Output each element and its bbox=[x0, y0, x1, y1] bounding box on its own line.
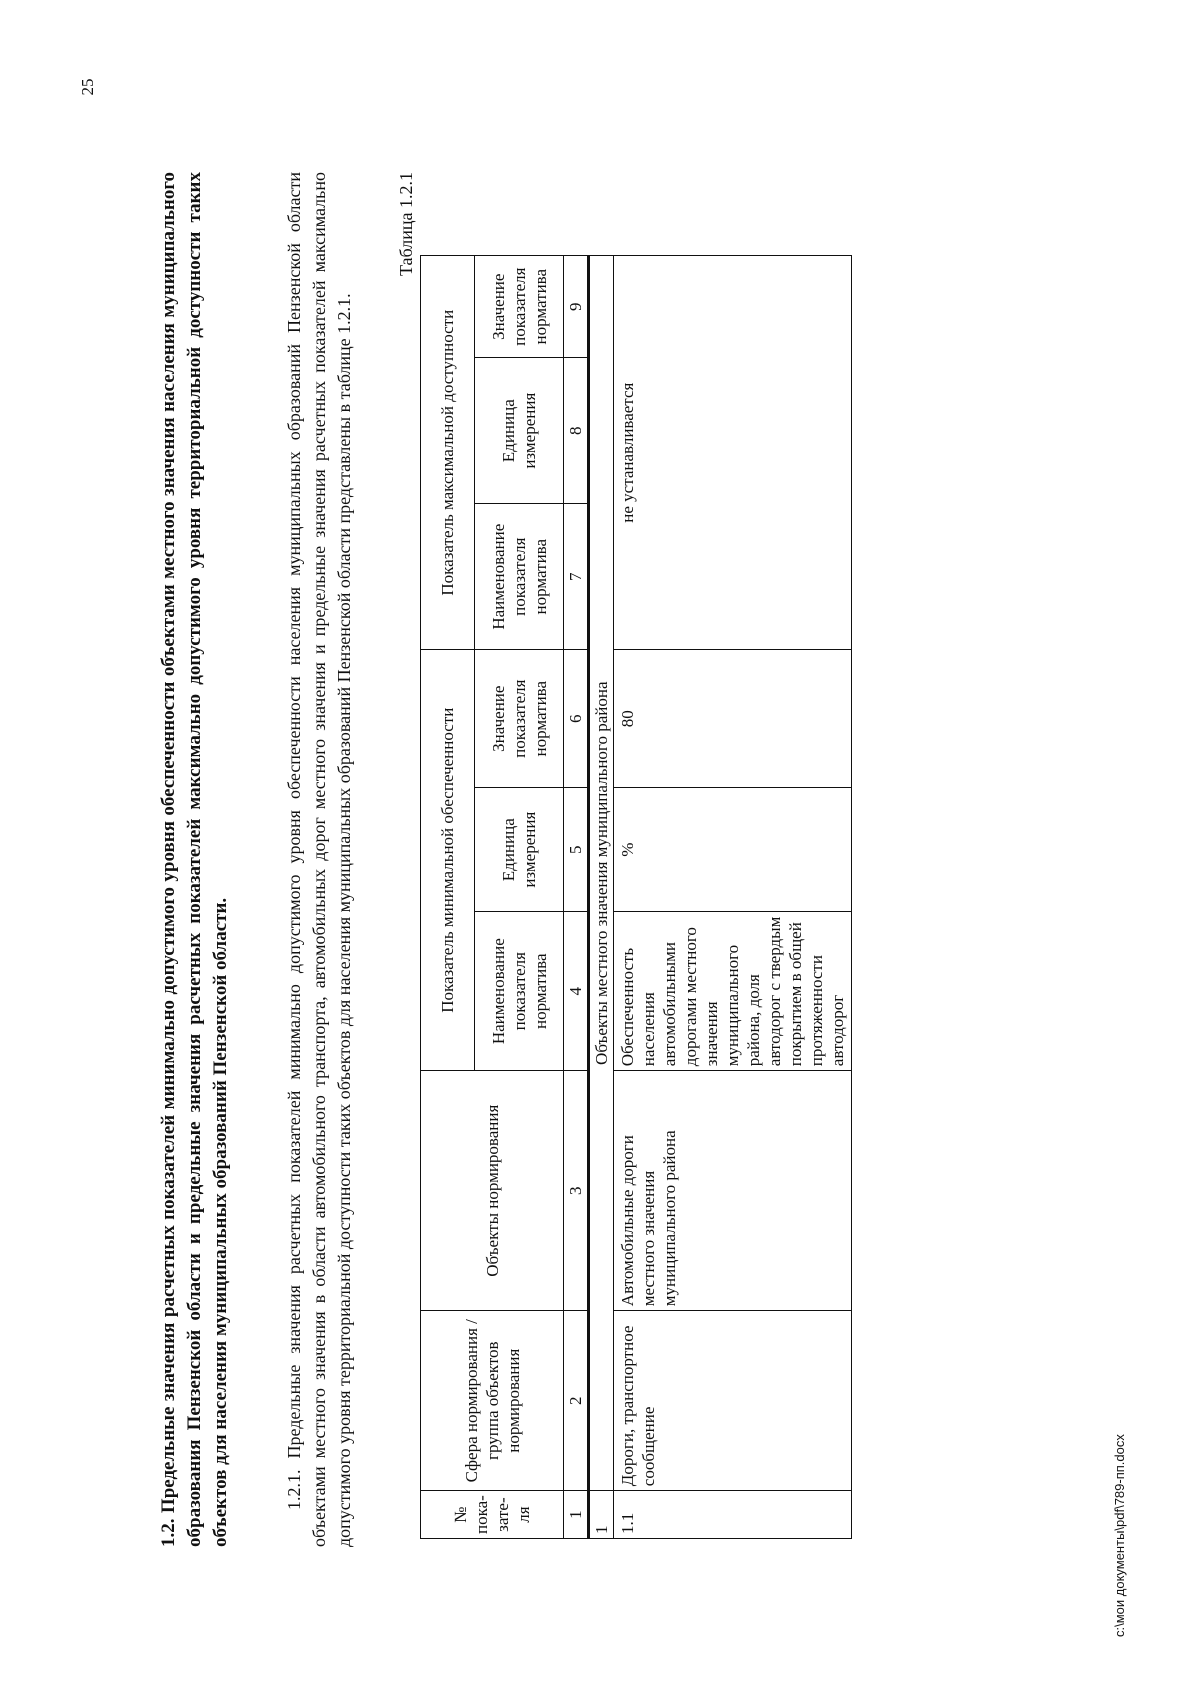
page-number: 25 bbox=[78, 78, 97, 96]
row-min-name: Обеспеченность населения автомобильными дорогами местного значения муниципального района, доля автодорог с твердым покрытием в общей протяженности автодорог bbox=[614, 912, 852, 1071]
column-number: 5 bbox=[564, 788, 589, 912]
column-number: 8 bbox=[564, 358, 589, 504]
header-num: № пока- зате- ля bbox=[421, 1491, 564, 1539]
section-number: 1 bbox=[589, 1491, 614, 1539]
row-min-value: 80 bbox=[614, 650, 852, 788]
section-heading: 1.2. Предельные значения расчетных показателей минимально допустимого уровня обеспеченности объектами местного значения населения муниципального образования Пензенской области и предельные значения расчетных показателей максимально допустимого уровня территориальной доступности таких объектов для населения муниципальных образований Пензенской области. bbox=[158, 172, 231, 1547]
section-row bbox=[589, 256, 614, 1539]
row-num: 1.1 bbox=[614, 1491, 852, 1539]
intro-paragraph: 1.2.1. Предельные значения расчетных показателей минимально допустимого уровня обеспеченности населения муниципальных образований Пензенской области объектами местного значения в области автомобильного транспорта, автомобильных дорог местного значения и предельные значения расчетных показателей максимально допустимого уровня территориальной доступности таких объектов для населения муниципальных образований Пензенской области представлены в таблице 1.2.1. bbox=[284, 172, 354, 1547]
column-number: 9 bbox=[564, 256, 589, 358]
header-sphere: Сфера нормирования / группа объектов нормирования bbox=[421, 1311, 564, 1491]
norms-table bbox=[420, 255, 852, 1539]
section-title: Объекты местного значения муниципального района bbox=[589, 256, 614, 1491]
row-min-unit: % bbox=[614, 788, 852, 912]
table-caption: Таблица 1.2.1 bbox=[396, 172, 416, 276]
column-number: 7 bbox=[564, 504, 589, 650]
header-max-unit: Единица измерения bbox=[475, 358, 564, 504]
header-min-unit: Единица измерения bbox=[475, 788, 564, 912]
column-number: 1 bbox=[564, 1491, 589, 1539]
row-max-text: не устанавливается bbox=[614, 256, 852, 650]
footer-file-path: c:\мои документы\pdf\789-пп.docx bbox=[1112, 1434, 1127, 1637]
header-max-value: Значение показателя норматива bbox=[475, 256, 564, 358]
column-numbers-row bbox=[564, 256, 589, 1539]
header-objects: Объекты нормирования bbox=[421, 1071, 564, 1311]
column-number: 3 bbox=[564, 1071, 589, 1311]
row-objects: Автомобильные дороги местного значения муниципального района bbox=[614, 1071, 852, 1311]
column-number: 4 bbox=[564, 912, 589, 1071]
header-min-value: Значение показателя норматива bbox=[475, 650, 564, 788]
header-min-group: Показатель минимальной обеспеченности bbox=[421, 650, 475, 1071]
header-max-name: Наименование показателя норматива bbox=[475, 504, 564, 650]
table-row bbox=[614, 256, 852, 1539]
table-header-row bbox=[421, 256, 475, 1539]
column-number: 2 bbox=[564, 1311, 589, 1491]
header-max-group: Показатель максимальной доступности bbox=[421, 256, 475, 650]
column-number: 6 bbox=[564, 650, 589, 788]
header-min-name: Наименование показателя норматива bbox=[475, 912, 564, 1071]
row-sphere: Дороги, транспортное сообщение bbox=[614, 1311, 852, 1491]
